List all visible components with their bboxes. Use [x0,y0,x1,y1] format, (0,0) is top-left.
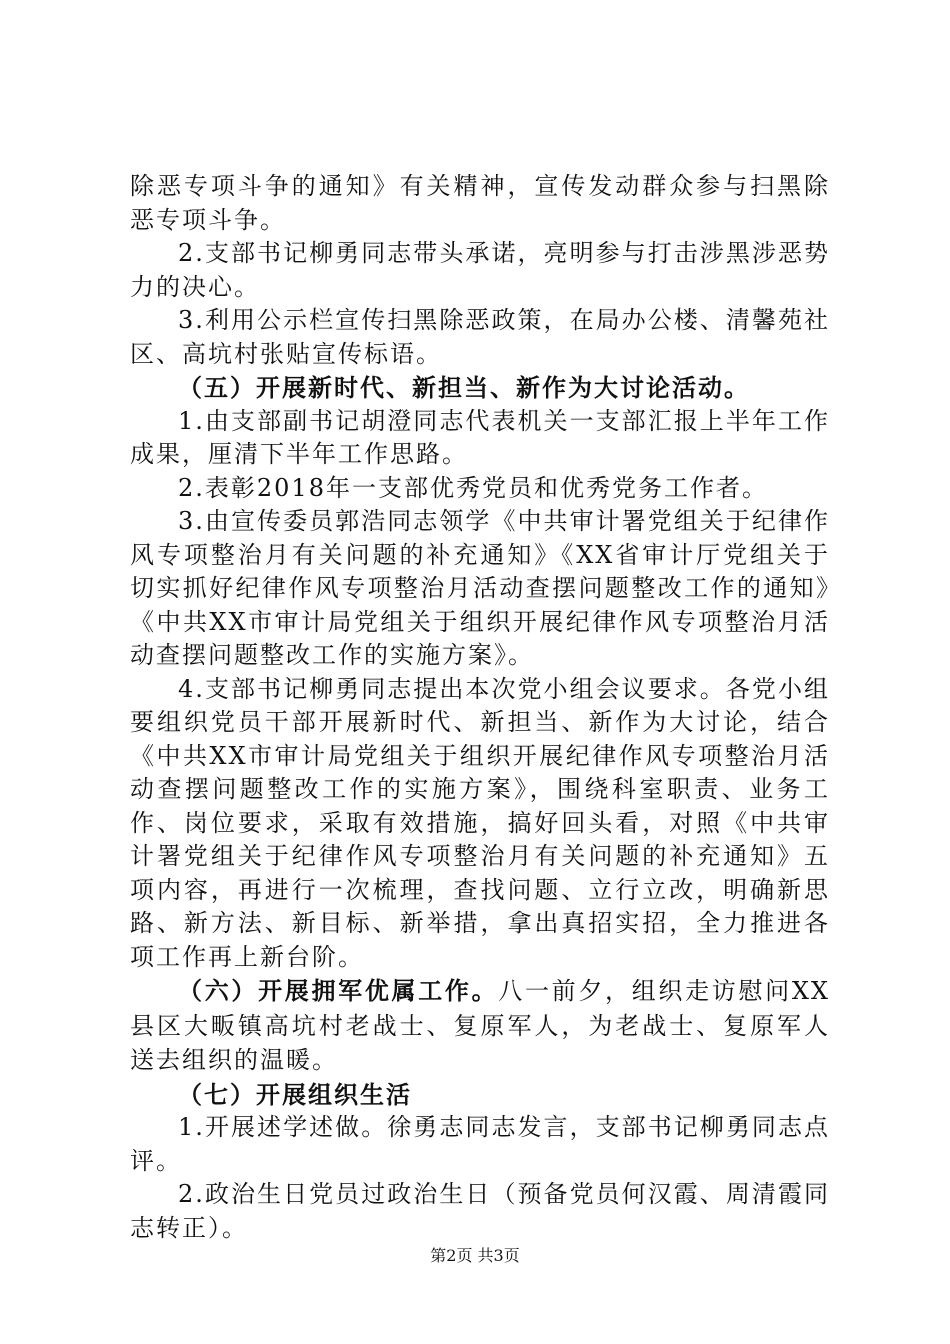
paragraph-item-7-2: 2.政治生日党员过政治生日（预备党员何汉霞、周清霞同志转正）。 [130,1180,830,1242]
section-heading-7: （七）开展组织生活 [178,1079,412,1109]
paragraph-item-7-1: 1.开展述学述做。徐勇志同志发言，支部书记柳勇同志点评。 [130,1113,830,1175]
section-heading-6-text: 八一前夕，组织走访慰问XX县区大畈镇高坑村老战士、复原军人，为老战士、复原军人送去组织的温暖。 [130,977,831,1074]
paragraph-item-5-3: 3.由宣传委员郭浩同志领学《中共审计署党组关于纪律作风专项整治月有关问题的补充通知》《XX省审计厅党组关于切实抓好纪律作风专项整治月活动查摆问题整改工作的通知》《中共XX市审计局党组关于组织开展纪律作风专项整治月活动查摆问题整改工作的实施方案》。 [130,507,830,669]
paragraph-item-5-2: 2.表彰2018年一支部优秀党员和优秀党务工作者。 [178,473,768,502]
paragraph-item-2: 2.支部书记柳勇同志带头承诺，亮明参与打击涉黑涉恶势力的决心。 [130,239,830,301]
paragraph-item-5-1: 1.由支部副书记胡澄同志代表机关一支部汇报上半年工作成果，厘清下半年工作思路。 [130,406,830,468]
document-body [130,170,830,1245]
section-heading-5: （五）开展新时代、新担当、新作为大讨论活动。 [178,373,750,402]
section-heading-6-title: （六）开展拥军优属工作。 [178,976,499,1005]
section-heading-6 [130,974,830,1078]
page-footer: 第2页 共3页 [430,1246,520,1265]
paragraph-item-5-4: 4.支部书记柳勇同志提出本次党小组会议要求。各党小组要组织党员干部开展新时代、新担当、新作为大讨论，结合《中共XX市审计局党组关于组织开展纪律作风专项整治月活动查摆问题整改工作的实施方案》，围绕科室职责、业务工作、岗位要求，采取有效措施，搞好回头看，对照《中共审计署党组关于纪律作风专项整治月有关问题的补充通知》五项内容，再进行一次梳理，查找问题、立行立改，明确新思路、新方法、新目标、新举措，拿出真招实招，全力推进各项工作再上新台阶。 [130,674,830,971]
paragraph-item-3: 3.利用公示栏宣传扫黑除恶政策，在局办公楼、清馨苑社区、高坑村张贴宣传标语。 [130,306,830,368]
paragraph-continuation: 除恶专项斗争的通知》有关精神，宣传发动群众参与扫黑除恶专项斗争。 [130,172,830,234]
